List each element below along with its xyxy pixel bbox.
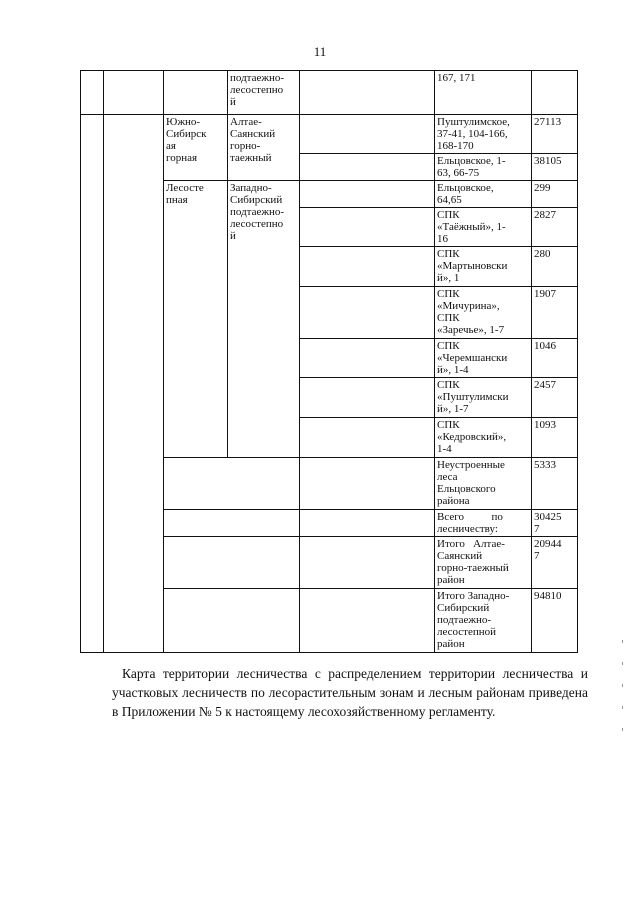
site-cell: Ельцовское, 1- 63, 66-75 [435,154,532,181]
zone-cell: Лесосте пная [164,181,228,458]
margin-mark [622,728,623,731]
table-cell [300,287,435,339]
page-number: 11 [313,44,327,59]
area-cell: 27113 [532,115,578,154]
area-cell: 38105 [532,154,578,181]
margin-mark [622,662,623,665]
table-cell [300,510,435,537]
margin-mark [622,684,623,687]
table-cell [81,115,104,653]
margin-mark [622,640,623,643]
site-cell: Пуштулимское, 37-41, 104-166, 168-170 [435,115,532,154]
zone-cell: Южно- Сибирск ая горная [164,115,228,181]
table-row [81,115,578,154]
region-cell: подтаежно- лесостепно й [228,71,300,115]
site-cell: Итого Алтае- Саянский горно-таежный район [435,537,532,589]
margin-mark [622,706,623,709]
table-row [81,71,578,115]
area-cell: 2827 [532,208,578,247]
site-cell: СПК «Таёжный», 1- 16 [435,208,532,247]
area-cell [532,71,578,115]
region-cell: Алтае- Саянский горно- таежный [228,115,300,181]
table-cell [300,71,435,115]
site-cell: Неустроенные леса Ельцовского района [435,458,532,510]
margin-marks [622,640,623,740]
site-cell: СПК «Черемшански й», 1-4 [435,339,532,378]
table-cell [300,154,435,181]
table-cell [300,115,435,154]
body-paragraph: Карта территории лесничества с распределением территории лесничества и участковых лесничеств по лесорастительным зонам и лесным районам приведена в Приложении № 5 к настоящему лесохозяйственному регламенту. [112,666,588,719]
area-cell: 20944 7 [532,537,578,589]
table-cell [300,378,435,418]
site-cell: Итого Западно- Сибирский подтаежно- лесостепной район [435,589,532,653]
table-cell [104,115,164,653]
table-cell [300,181,435,208]
area-cell: 2457 [532,378,578,418]
table-cell [104,71,164,115]
area-cell: 299 [532,181,578,208]
area-cell: 1046 [532,339,578,378]
area-cell: 1093 [532,418,578,458]
table-cell [164,589,300,653]
site-cell: СПК «Мичурина», СПК «Заречье», 1-7 [435,287,532,339]
forestry-table [80,70,578,653]
zone-cell [164,71,228,115]
table-cell [164,537,300,589]
region-cell: Западно- Сибирский подтаежно- лесостепно й [228,181,300,458]
table-cell [300,589,435,653]
site-cell: Всего по лесничеству: [435,510,532,537]
site-cell: СПК «Кедровский», 1-4 [435,418,532,458]
area-cell: 280 [532,247,578,287]
table-cell [300,208,435,247]
table-cell [300,458,435,510]
table-cell [164,458,300,510]
table-cell [300,247,435,287]
table-cell [300,418,435,458]
table-cell [300,339,435,378]
site-cell: Ельцовское, 64,65 [435,181,532,208]
table-cell [81,71,104,115]
site-cell: СПК «Пуштулимски й», 1-7 [435,378,532,418]
area-cell: 5333 [532,458,578,510]
site-cell: 167, 171 [435,71,532,115]
table-cell [300,537,435,589]
area-cell: 94810 [532,589,578,653]
area-cell: 1907 [532,287,578,339]
table-cell [164,510,300,537]
site-cell: СПК «Мартыновски й», 1 [435,247,532,287]
area-cell: 30425 7 [532,510,578,537]
